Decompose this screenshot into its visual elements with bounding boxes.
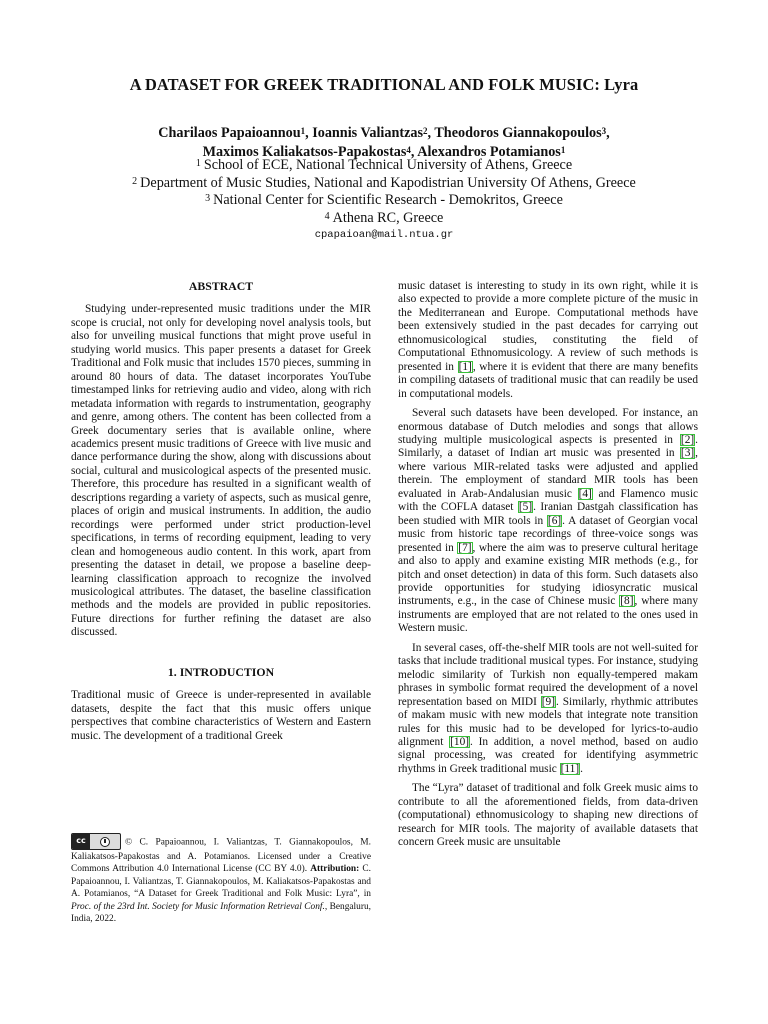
abstract-text: Studying under-represented music traditions under the MIR scope is crucial, not only for developing novel analysis tools, but also for unveiling musical functions that might prove useful in studying world musics. This paper presents a dataset for Greek Traditional and Folk music that includes 1570 pieces, summing in around 80 hours of data. The dataset incorporates YouTube timestamped links for retrieving audio and video, along with rich metadata information with regards to instrumentation, geography and genre, among others. The content has been collected from a Greek documentary series that is available online, where academics present music traditions of Greece with live music and dance performance during the show, along with discussions about social, cultural and musicological aspects of the presented music. Therefore, this procedure has resulted in a significant wealth of descriptions regarding a variety of aspects, such as musical genre, places of origin and musical instruments. In addition, the audio recordings were performed under strict production-level specifications, in terms of recording equipment, leading to very clean and homogeneous audio content. In this work, apart from presenting the dataset in detail, we propose a baseline deep-learning classification approach to recognize the involved musicological attributes. The dataset, the baseline classification methods and the models are provided in public repositories. Future directions for further refining the dataset are also discussed. xyxy=(71,303,371,639)
attribution-label: Attribution: xyxy=(310,864,360,875)
author-sep: , xyxy=(305,125,313,141)
author-affil-mark: 3 xyxy=(601,126,607,136)
affiliation-text: National Center for Scientific Research - Demokritos, Greece xyxy=(213,192,563,208)
author-sep: , xyxy=(427,125,435,141)
paragraph-text: . A dataset of Georgian vocal music from historic tape recordings of three-voice songs was presented in xyxy=(398,514,698,554)
author-sep: , xyxy=(606,125,610,141)
affiliation xyxy=(0,157,768,175)
affiliation-number: 2 xyxy=(132,175,138,187)
paragraph-text: . Similarly, rhythmic attributes of makam music with new models that integrate note transition rules for this music had to be developed for lyrics-to-audio alignment xyxy=(398,695,698,748)
cc-mark: cc xyxy=(72,834,90,849)
author-name: Ioannis Valiantzas xyxy=(312,125,423,141)
affiliation-text: Athena RC, Greece xyxy=(332,209,444,226)
citation-link[interactable]: [4] xyxy=(578,487,592,500)
license-text: , Bengaluru, India, 2022. xyxy=(71,901,371,925)
citation-link[interactable]: [6] xyxy=(547,514,562,527)
paragraph-text: , where it is evident that there are many benefits in compiling datasets of traditional music that can readily be used in computational models. xyxy=(398,360,699,400)
intro-paragraph-1-cont xyxy=(398,280,698,401)
author-name: Maximos Kaliakatsos-Papakostas xyxy=(202,144,407,160)
license-text: C. Papaioannou, I. Valiantzas, T. Giannakopoulos, M. Kaliakatsos-Papakostas and A. Potamianos, “A Dataset for Greek Traditional and Folk Music: Lyra”, in xyxy=(71,864,371,900)
affiliation xyxy=(0,192,768,210)
intro-paragraph-1 xyxy=(71,689,371,743)
introduction-heading: 1. INTRODUCTION xyxy=(167,664,275,679)
intro-paragraph-4: The “Lyra” dataset of traditional and folk Greek music aims to contribute to all the aforementioned fields, from data-driven (computational) ethnomusicology to shaping new directions of research for MIR tools. The majority of available datasets that concern Greek music are unsuitable xyxy=(398,782,698,849)
author-name: Theodoros Giannakopoulos xyxy=(434,125,602,141)
affiliation-list xyxy=(0,157,768,227)
license-text: © C. Papaioannou, I. Valiantzas, T. Giannakopoulos, M. Kaliakatsos-Papakostas and A. Potamianos. Licensed under a Creative Commons Attribution 4.0 International License (CC BY 4.0). xyxy=(71,837,371,875)
author-affil-mark: 4 xyxy=(406,145,411,155)
paragraph-text: Several such datasets have been developed. For instance, an enormous database of Dutch melodies and songs that allows studying multiple musicological aspects is presented in xyxy=(398,407,698,446)
affiliation-number: 1 xyxy=(195,158,201,169)
author-affil-mark: 1 xyxy=(300,126,306,136)
affiliation-text: School of ECE, National Technical University of Athens, Greece xyxy=(203,157,573,173)
intro-paragraph-2 xyxy=(398,407,698,636)
abstract-heading: ABSTRACT xyxy=(188,279,254,293)
citation-link[interactable]: [2] xyxy=(680,433,695,446)
author-sep: , xyxy=(410,144,418,160)
right-column xyxy=(398,280,698,850)
paragraph-text: and Flamenco music with the COFLA dataset xyxy=(398,487,699,514)
paragraph-text: In several cases, off-the-shelf MIR tools are not well-suited for tasks that include traditional musical types. For instance, studying melodic similarity of Turkish non equally-tempered makam phrases in symbolic format required the development of a novel representation based on MIDI xyxy=(398,641,698,708)
paragraph-text: . Iranian Dastgah classification has been studied with MIR tools in xyxy=(398,501,698,527)
citation-link[interactable]: [9] xyxy=(541,695,556,708)
citation-link[interactable]: [8] xyxy=(620,595,634,608)
venue-name: Proc. of the 23rd Int. Society for Music Information Retrieval Conf. xyxy=(71,901,325,912)
paragraph-text: , where many instruments are employed that are not related to the ones used in Western music. xyxy=(398,595,699,635)
paragraph-text: . xyxy=(580,762,583,775)
affiliation-number: 3 xyxy=(205,193,211,204)
citation-link[interactable]: [11] xyxy=(560,762,580,775)
contact-email[interactable]: cpapaioan@mail.ntua.gr xyxy=(314,229,454,241)
by-attribution-icon xyxy=(90,837,120,847)
paragraph-text: . In addition, a novel method, based on audio signal processing, was created for identifying asymmetric rhythms in Greek traditional music xyxy=(398,735,698,775)
affiliation xyxy=(0,210,768,228)
citation-link[interactable]: [1] xyxy=(458,360,472,373)
citation-link[interactable]: [10] xyxy=(450,735,470,748)
cc-by-license-icon[interactable] xyxy=(71,833,121,850)
affiliation xyxy=(0,175,768,193)
citation-link[interactable]: [3] xyxy=(680,447,695,460)
author-affil-mark: 1 xyxy=(560,145,566,155)
paragraph-text: , where various MIR-related tasks were adjusted and applied therein. The employment of standard MIR tools has been evaluated in Arab-Andalusian music xyxy=(398,447,698,500)
paragraph-text: , where the aim was to preserve cultural heritage and also to apply and examine existing MIR methods (e.g., for pitch and onset detection) in data of this form. Such datasets also provide opportunities for studying idiosyncratic musical instruments, e.g., in the case of Chinese music xyxy=(398,541,698,608)
author-name: Charilaos Papaioannou xyxy=(158,125,301,141)
author-affil-mark: 2 xyxy=(423,126,428,136)
license-footnote xyxy=(71,834,371,925)
paragraph-text: Traditional music of Greece is under-represented in available datasets, despite the fact that this music offers unique perspectives that combine characteristics of Western and Eastern music. The development of a traditional Greek xyxy=(71,689,371,742)
left-column xyxy=(71,280,371,743)
paragraph-text: music dataset is interesting to study in its own right, while it is also expected to provide a more complete picture of the music in the Mediterranean and Europe. Computational methods have been extensively studied in the past decades for carrying out ethnomusicological studies, constituting the field of Computational Ethnomusicology. A review of such methods is presented in xyxy=(398,280,698,373)
intro-paragraph-3 xyxy=(398,642,698,777)
affiliation-text: Department of Music Studies, National and Kapodistrian University Of Athens, Greece xyxy=(140,174,636,191)
author-name: Alexandros Potamianos xyxy=(417,144,561,160)
paragraph-text: . Similarly, a dataset of Indian art music was presented in xyxy=(398,433,698,460)
affiliation-number: 4 xyxy=(324,210,330,222)
author-line-1 xyxy=(0,124,768,143)
citation-link[interactable]: [7] xyxy=(458,541,472,554)
paper-title: A DATASET FOR GREEK TRADITIONAL AND FOLK MUSIC: Lyra xyxy=(129,75,639,94)
citation-link[interactable]: [5] xyxy=(518,501,533,514)
